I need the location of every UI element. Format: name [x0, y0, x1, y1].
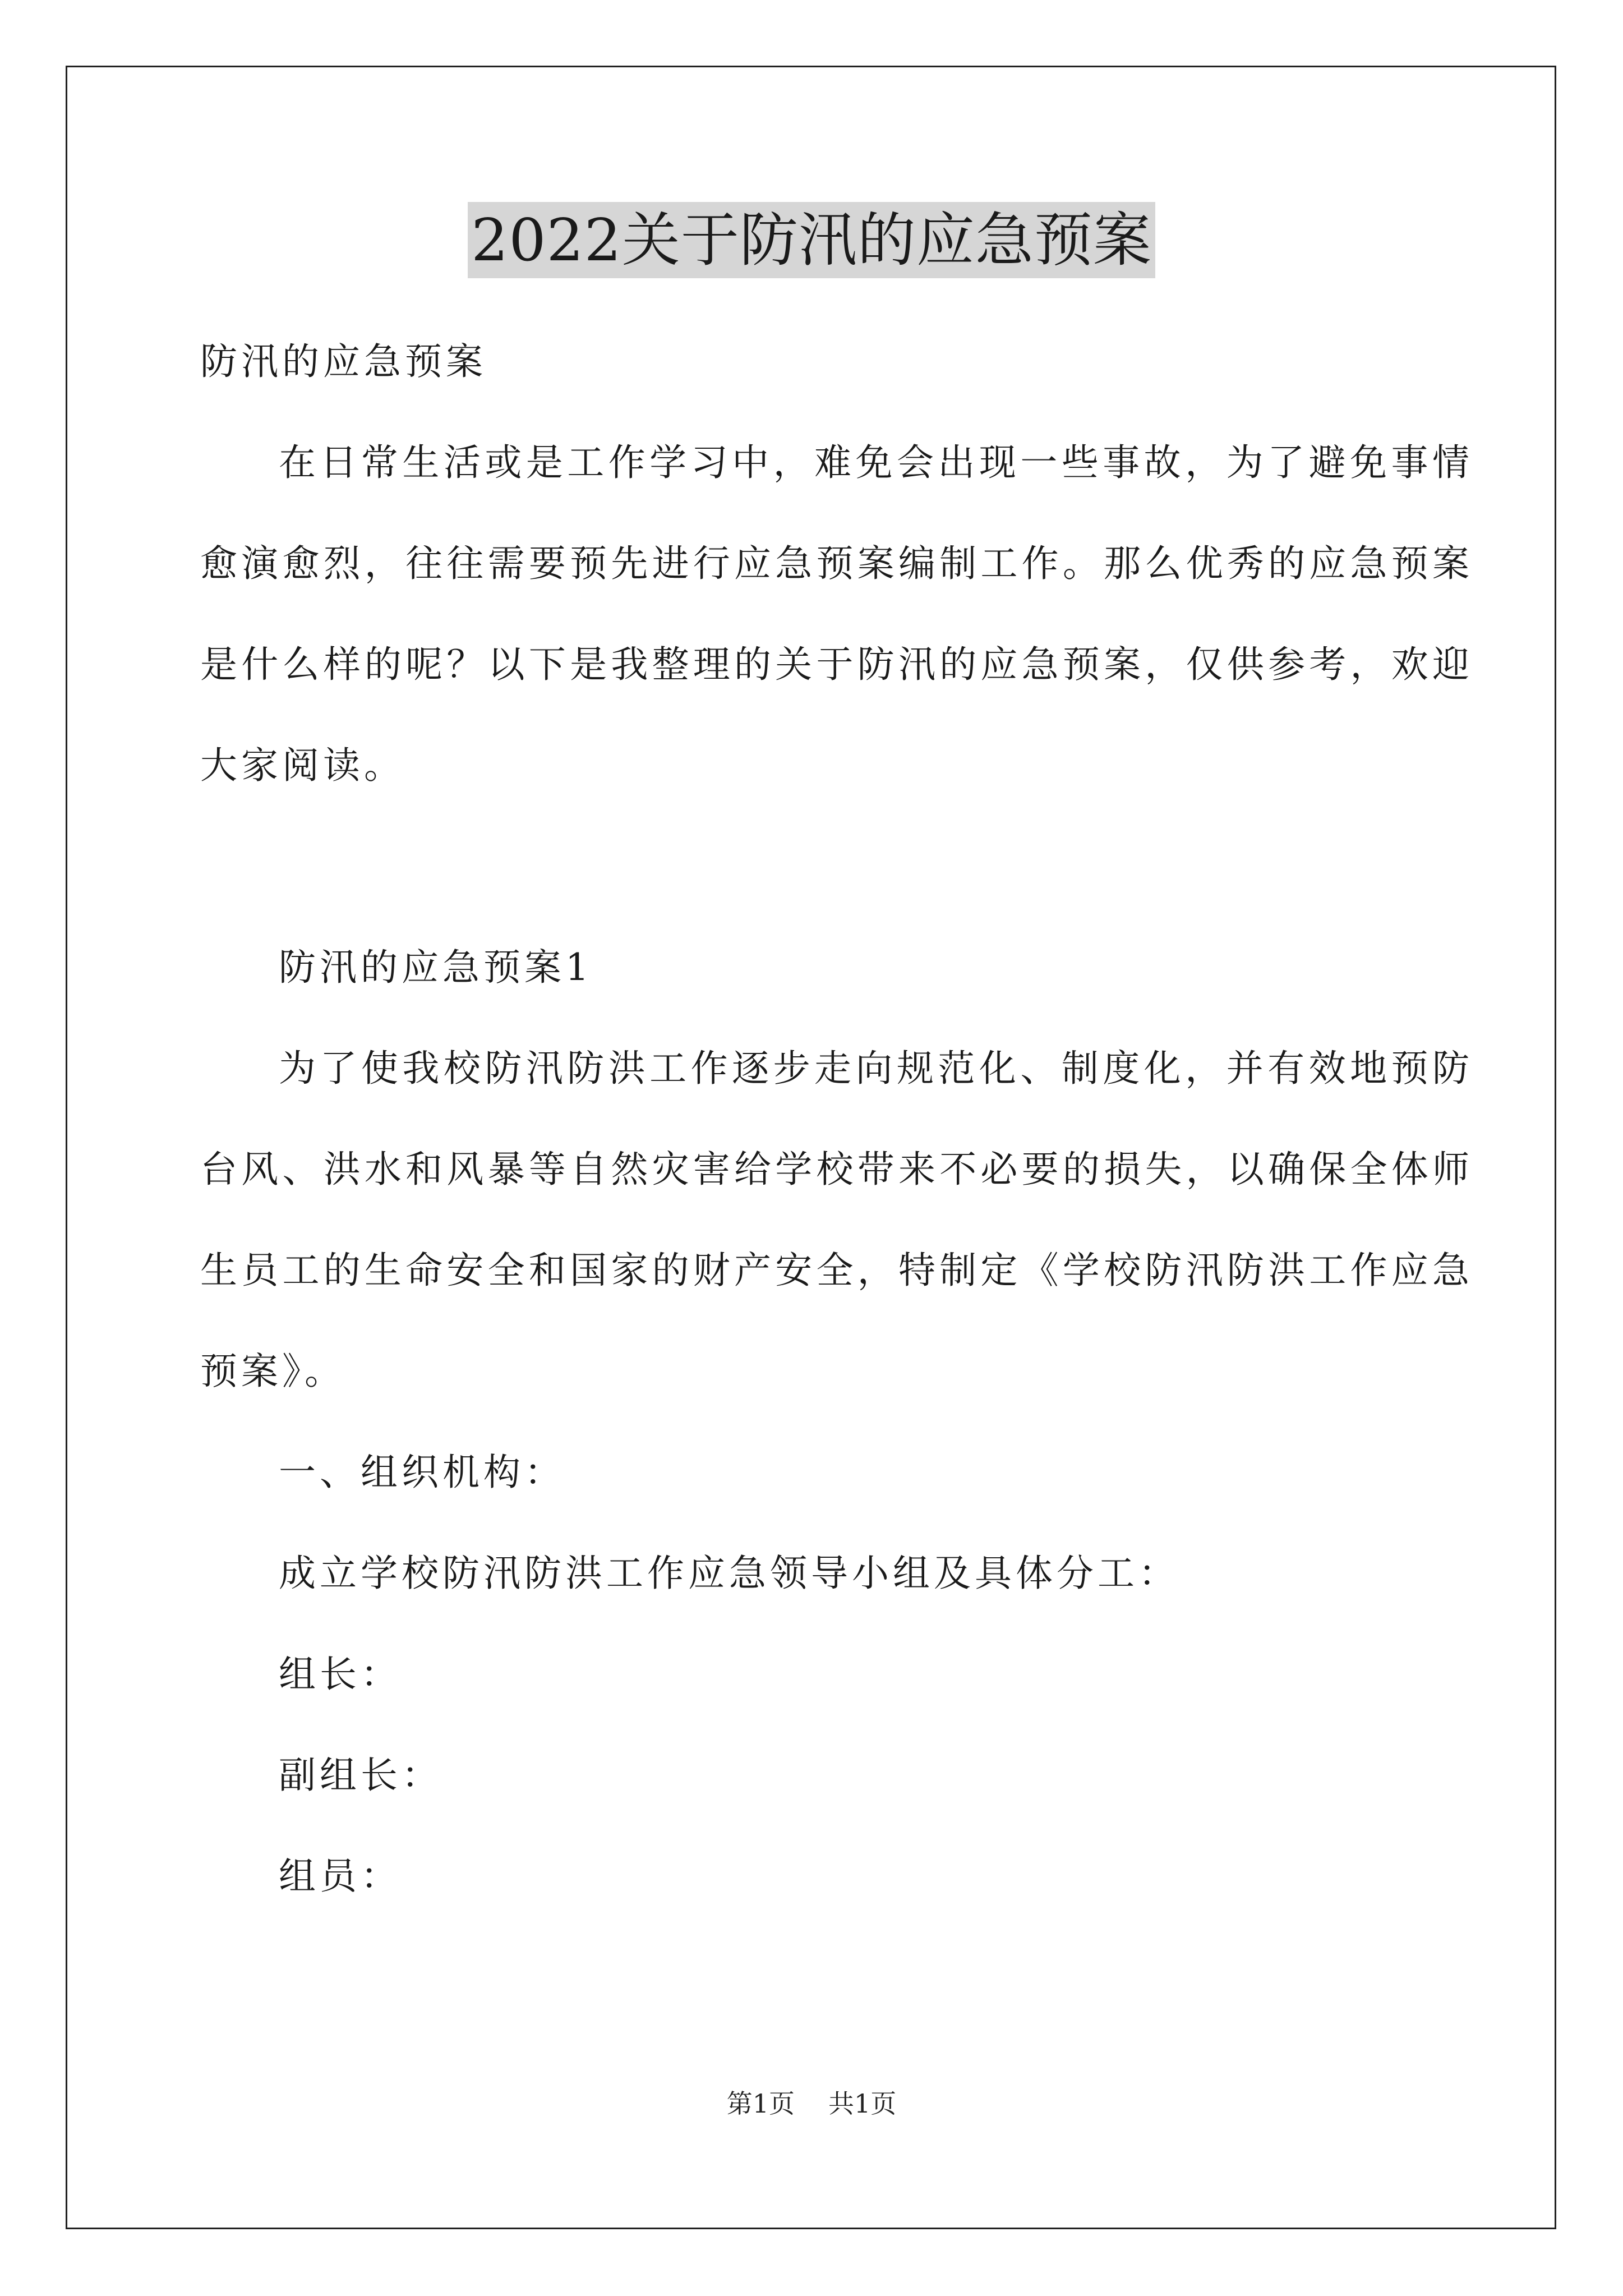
organization-heading: 一、组织机构：: [279, 1451, 565, 1494]
plan-heading: 防汛的应急预案1: [279, 946, 593, 989]
page-number-current: 第1页: [726, 2088, 795, 2119]
document-body: [200, 311, 1473, 1927]
title-container: [0, 202, 1623, 278]
organization-paragraph: 成立学校防汛防洪工作应急领导小组及具体分工：: [279, 1552, 1179, 1595]
page-number-total: 共1页: [828, 2088, 897, 2119]
leader-line: 组长：: [279, 1653, 402, 1696]
purpose-paragraph: 为了使我校防汛防洪工作逐步走向规范化、制度化，并有效地预防台风、洪水和风暴等自然灾害给学校带来不必要的损失，以确保全体师生员工的生命安全和国家的财产安全，特制定《学校防汛防洪工作应急预案》。: [200, 1047, 1473, 1393]
section-heading: 防汛的应急预案: [200, 340, 487, 383]
deputy-leader-line: 副组长：: [279, 1754, 442, 1797]
intro-paragraph: 在日常生活或是工作学习中，难免会出现一些事故，为了避免事情愈演愈烈，往往需要预先进行应急预案编制工作。那么优秀的应急预案是什么样的呢？以下是我整理的关于防汛的应急预案，仅供参考，欢迎大家阅读。: [200, 441, 1473, 787]
document-title: 2022关于防汛的应急预案: [468, 202, 1155, 278]
members-line: 组员：: [279, 1855, 402, 1898]
page-footer: [0, 2087, 1623, 2120]
